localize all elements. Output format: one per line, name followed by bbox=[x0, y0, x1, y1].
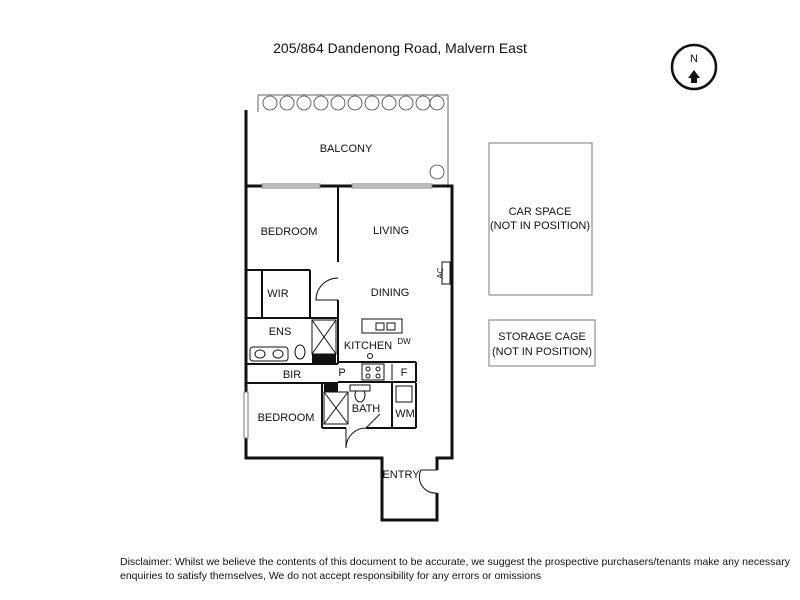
bath-door bbox=[366, 414, 380, 428]
bedroom-door bbox=[316, 278, 338, 300]
disclaimer-line-2: enquiries to satisfy themselves, We do not accept responsibility for any errors or omissions bbox=[120, 570, 542, 582]
storage-cage bbox=[489, 320, 595, 366]
disclaimer bbox=[120, 555, 791, 583]
room-label-wir: WIR bbox=[267, 288, 289, 300]
car-space-note: (NOT IN POSITION) bbox=[489, 220, 591, 232]
car-space bbox=[489, 143, 592, 295]
storage-cage-note: (NOT IN POSITION) bbox=[491, 346, 593, 358]
storage-cage-box bbox=[489, 320, 595, 366]
storage-cage-label: STORAGE CAGE bbox=[498, 331, 586, 343]
room-label-fridge: F bbox=[400, 367, 408, 379]
room-label-living: LIVING bbox=[372, 225, 410, 237]
compass bbox=[672, 45, 716, 89]
rangehood bbox=[368, 354, 373, 359]
cooktop bbox=[362, 364, 384, 380]
room-label-dw: DW bbox=[397, 337, 411, 346]
room-label-pantry: P bbox=[338, 367, 346, 379]
bedroom2-door bbox=[346, 428, 366, 448]
basin bbox=[350, 385, 370, 391]
disclaimer-line-1: Disclaimer: Whilst we believe the contents of this document to be accurate, we suggest the prospective purchasers/tenants make any necessary bbox=[120, 556, 791, 568]
room-label-bath: BATH bbox=[351, 403, 381, 415]
toilet bbox=[295, 345, 305, 359]
room-label-ens: ENS bbox=[268, 326, 292, 338]
room-label-bir: BIR bbox=[282, 369, 302, 381]
pot-plant bbox=[430, 165, 444, 179]
room-label-balcony: BALCONY bbox=[319, 143, 373, 155]
exterior-walls bbox=[246, 110, 452, 520]
planter-shrubs bbox=[263, 96, 444, 179]
room-label-wm: WM bbox=[395, 408, 415, 420]
room-label-ac: AC bbox=[436, 267, 445, 279]
duct-block bbox=[312, 354, 336, 364]
car-space-box bbox=[489, 143, 592, 295]
duct-block bbox=[324, 383, 338, 392]
car-space-label: CAR SPACE bbox=[508, 206, 572, 218]
compass-label: N bbox=[690, 53, 698, 65]
bedroom-window bbox=[244, 392, 248, 438]
room-label-dining: DINING bbox=[370, 287, 410, 299]
room-label-entry: ENTRY bbox=[382, 469, 420, 481]
washing-machine bbox=[396, 386, 412, 402]
room-label-kitchen: KITCHEN bbox=[343, 340, 393, 352]
room-labels bbox=[258, 143, 445, 481]
plan-title: 205/864 Dandenong Road, Malvern East bbox=[273, 40, 527, 56]
entry-door bbox=[419, 470, 437, 493]
room-label-bedroom: BEDROOM bbox=[260, 226, 318, 238]
room-label-bedroom-2: BEDROOM bbox=[257, 412, 315, 424]
